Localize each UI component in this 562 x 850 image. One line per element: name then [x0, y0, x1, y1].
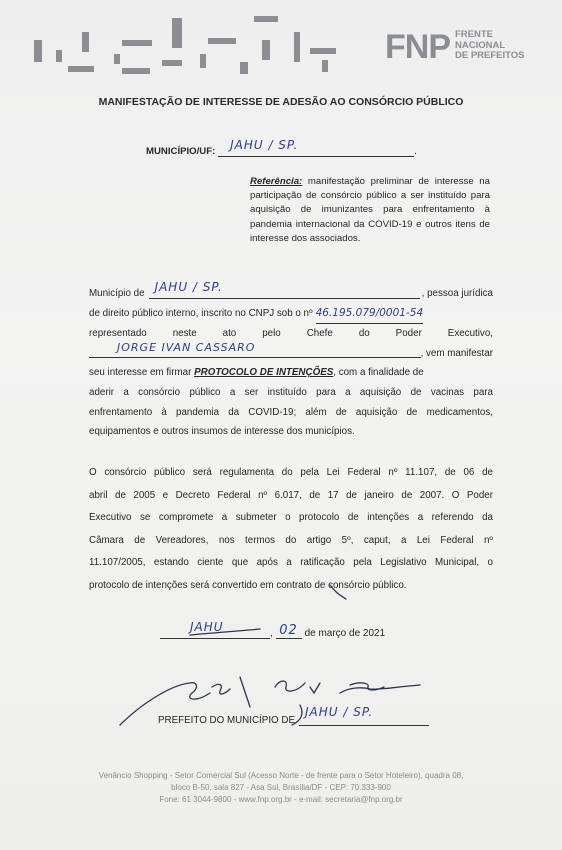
p2-line: Câmara de Vereadores, nos termos do artigo 5º, caput, a Lei Federal nº	[89, 534, 493, 546]
p1-line-8: equipamentos e outros insumos de interesse dos municípios.	[89, 426, 355, 438]
cnpj-value: 46.195.079/0001-54	[316, 304, 424, 325]
municipio-uf-end: .	[414, 146, 417, 157]
p1-line-6: aderir a consórcio público a ser instituído para a aquisição de vacinas para	[89, 386, 493, 398]
reference-block	[250, 175, 490, 246]
p1-text: de direito público interno, inscrito no CNPJ sob o nº	[89, 307, 313, 319]
date-city: JAHU	[190, 620, 224, 634]
representative-field	[89, 340, 421, 359]
signature-label: PREFEITO DO MUNICÍPIO DE	[158, 715, 295, 726]
municipio-uf-value: JAHU / SP.	[230, 138, 299, 152]
representative-value: JORGE IVAN CASSARO	[117, 340, 256, 354]
municipio-value: JAHU / SP.	[154, 280, 223, 294]
p1-line-4	[89, 340, 493, 364]
p1-line-5	[89, 363, 493, 383]
date-day: 02	[276, 623, 302, 639]
p1-text: , vem manifestar	[420, 347, 493, 359]
p1-line-1	[89, 280, 493, 304]
signature-row	[158, 705, 429, 726]
p1-line-7: enfrentamento à pandemia da COVID-19; além de aquisição de medicamentos,	[89, 406, 493, 418]
p1-text: seu interesse em firmar	[89, 367, 192, 379]
p1-text: Município de	[89, 288, 145, 299]
org-name	[455, 30, 525, 62]
municipio-uf-label: MUNICÍPIO/UF:	[146, 146, 216, 157]
signature-field	[299, 705, 429, 726]
date-text: de março de 2021	[304, 628, 386, 639]
municipio-field	[149, 280, 420, 299]
reference-text: manifestação preliminar de interesse na participação de consórcio público a ser instituído para aquisição de imunizantes para enfrentamento à pandemia internacional da COVID-19 e outros itens de interesse dos associados.	[250, 176, 490, 244]
document-title: MANIFESTAÇÃO DE INTERESSE DE ADESÃO AO CONSÓRCIO PÚBLICO	[98, 96, 464, 108]
org-name-line: DE PREFEITOS	[455, 50, 525, 61]
reference-label: Referência:	[250, 176, 303, 187]
p2-line: Executivo se compromete a submeter o protocolo de intenções a referendo da	[89, 512, 493, 524]
p2-line: 11.107/2005, estando ciente que após a ratificação pela Legislativo Municipal, o	[89, 557, 493, 569]
footer-line: Venâncio Shopping - Setor Comercial Sul (Acesso Norte - de frente para o Setor Hoteleiro), quadra 08,	[98, 771, 464, 780]
protocolo-emphasis: PROTOCOLO DE INTENÇÕES	[194, 367, 334, 379]
p2-line: abril de 2005 e Decreto Federal nº 6.017, de 17 de janeiro de 2007. O Poder	[89, 489, 493, 501]
p2-line: protocolo de intenções será convertido em contrato de consórcio público.	[89, 579, 407, 591]
p1-text: , pessoa jurídica	[421, 288, 493, 299]
decorative-logo-bars	[22, 10, 352, 80]
org-name-line: NACIONAL	[455, 39, 506, 51]
municipio-uf-field	[218, 138, 414, 157]
org-name-line: FRENTE	[455, 29, 493, 40]
paragraph-1	[89, 280, 493, 442]
signature-value: JAHU / SP.	[305, 705, 374, 719]
footer	[0, 770, 562, 806]
footer-line: Fone: 61 3044-9800 - www.fnp.org.br - e-mail: secretaria@fnp.org.br	[159, 795, 403, 804]
p1-text: , com a finalidade de	[333, 367, 424, 379]
p2-line: O consórcio público será regulamenta do pela Lei Federal nº 11.107, de 06 de	[89, 467, 493, 478]
p1-line-2	[89, 304, 493, 325]
footer-line: bloco B-50, sala 827 - Asa Sul, Brasília/DF - CEP: 70.333-900	[171, 783, 391, 792]
municipio-uf-row	[146, 138, 417, 157]
fnp-logo: FNP	[385, 28, 450, 66]
date-row: JAHU , 02 de março de 2021	[160, 622, 385, 639]
p1-line-3: representado neste ato pelo Chefe do Poder Executivo,	[89, 328, 493, 340]
